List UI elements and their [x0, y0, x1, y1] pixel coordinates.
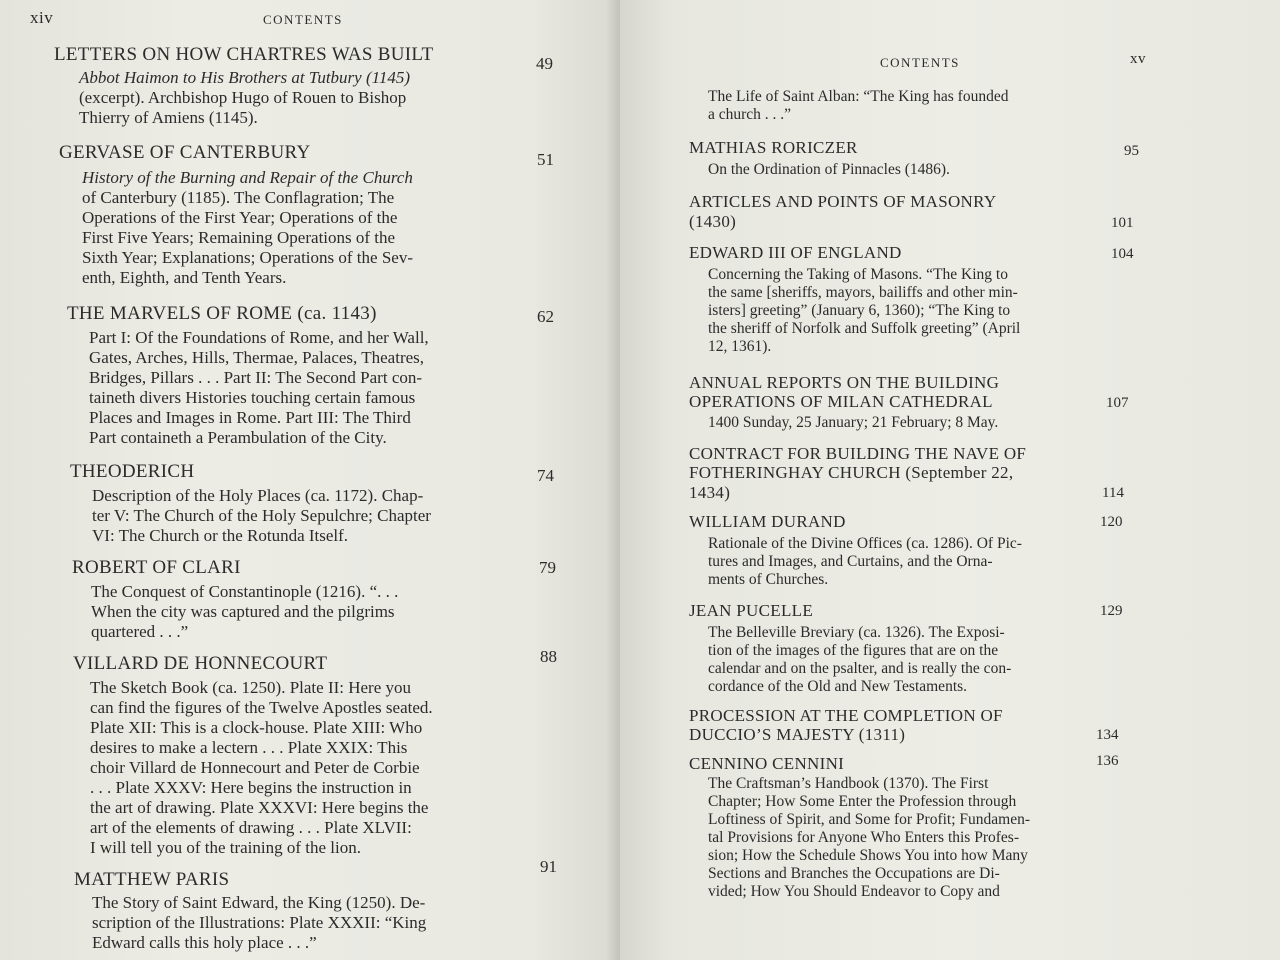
entry-heading: JEAN PUCELLE	[689, 601, 814, 620]
desc-line: tal Provisions for Anyone Who Enters this Profes-	[708, 829, 1019, 846]
desc-line: the same [sheriffs, mayors, bailiffs and other min-	[708, 284, 1018, 301]
desc-line: Rationale of the Divine Offices (ca. 1286). Of Pic-	[708, 535, 1022, 552]
entry-heading: PROCESSION AT THE COMPLETION OF	[689, 706, 1003, 725]
entry-description	[708, 88, 1008, 124]
desc-line: Loftiness of Spirit, and Some for Profit; Fundamen-	[708, 811, 1031, 828]
entry-description	[82, 168, 413, 288]
desc-line: ments of Churches.	[708, 571, 829, 588]
running-head: CONTENTS	[263, 12, 343, 27]
desc-line: First Five Years; Remaining Operations of the	[82, 228, 396, 247]
entry-description	[79, 68, 410, 128]
desc-line: Sections and Branches the Occupations are Di-	[708, 865, 1000, 882]
desc-line: of Canterbury (1185). The Conflagration; The	[82, 188, 395, 207]
entry-page-number: 101	[1111, 215, 1134, 231]
desc-line: art of the elements of drawing . . . Plate XLVII:	[90, 818, 412, 837]
desc-line: 1400 Sunday, 25 January; 21 February; 8 May.	[708, 414, 999, 431]
entry-page-number: 134	[1096, 727, 1119, 743]
entry-description	[708, 535, 1022, 589]
desc-line: The Belleville Breviary (ca. 1326). The Exposi-	[708, 624, 1005, 641]
desc-line: Chapter; How Some Enter the Profession through	[708, 793, 1017, 810]
entry-heading: ROBERT OF CLARI	[72, 557, 241, 578]
entry-heading: CENNINO CENNINI	[689, 754, 845, 773]
desc-line: Part containeth a Perambulation of the City.	[89, 428, 387, 447]
desc-line: (excerpt). Archbishop Hugo of Rouen to Bishop	[79, 88, 407, 107]
desc-line: The Sketch Book (ca. 1250). Plate II: Here you	[90, 678, 412, 697]
desc-line: taineth divers Histories touching certain famous	[89, 388, 416, 407]
desc-line: enth, Eighth, and Tenth Years.	[82, 268, 287, 287]
desc-line: Bridges, Pillars . . . Part II: The Second Part con-	[89, 368, 423, 387]
entry-page-number: 91	[540, 857, 557, 876]
entry-heading: (1430)	[689, 212, 737, 231]
entry-heading: EDWARD III OF ENGLAND	[689, 243, 902, 262]
entry-heading: ARTICLES AND POINTS OF MASONRY	[689, 192, 997, 211]
entry-heading: FOTHERINGHAY CHURCH (September 22,	[689, 463, 1014, 482]
desc-line: cordance of the Old and New Testaments.	[708, 678, 968, 695]
entry-description	[91, 582, 398, 642]
entry-page-number: 88	[540, 647, 557, 666]
entry-description	[708, 414, 998, 432]
entry-page-number: 79	[539, 558, 556, 577]
entry-heading: MATTHEW PARIS	[74, 869, 230, 890]
desc-line: The Conquest of Constantinople (1216). “. . .	[91, 582, 399, 601]
desc-line: Places and Images in Rome. Part III: The Third	[89, 408, 411, 427]
entry-heading: MATHIAS RORICZER	[689, 138, 858, 157]
desc-line: isters] greeting” (January 6, 1360); “The King to	[708, 302, 1011, 319]
entry-description	[90, 678, 433, 858]
entry-heading: DUCCIO’S MAJESTY (1311)	[689, 725, 906, 744]
desc-line: History of the Burning and Repair of the Church	[82, 168, 413, 187]
left-page	[0, 0, 620, 960]
entry-description	[92, 893, 426, 953]
desc-line: 12, 1361).	[708, 338, 772, 355]
desc-line: Thierry of Amiens (1145).	[79, 108, 258, 127]
desc-line: a church . . .”	[708, 106, 792, 123]
desc-line: calendar and on the psalter, and is really the con-	[708, 660, 1012, 677]
entry-page-number: 95	[1124, 143, 1139, 159]
desc-line: the art of drawing. Plate XXXVI: Here begins the	[90, 798, 429, 817]
entry-page-number: 74	[537, 466, 554, 485]
entry-heading: ANNUAL REPORTS ON THE BUILDING	[689, 373, 1000, 392]
desc-line: Sixth Year; Explanations; Operations of the Sev-	[82, 248, 413, 267]
entry-heading: OPERATIONS OF MILAN CATHEDRAL	[689, 392, 993, 411]
entry-page-number: 129	[1100, 603, 1123, 619]
desc-line: On the Ordination of Pinnacles (1486).	[708, 161, 950, 178]
page-folio: xiv	[30, 8, 54, 27]
desc-line: Abbot Haimon to His Brothers at Tutbury (1145)	[79, 68, 411, 87]
desc-line: I will tell you of the training of the lion.	[90, 838, 362, 857]
entry-description	[708, 161, 950, 179]
desc-line: Concerning the Taking of Masons. “The King to	[708, 266, 1008, 283]
entry-heading: THE MARVELS OF ROME (ca. 1143)	[67, 303, 377, 324]
desc-line: The Story of Saint Edward, the King (1250). De-	[92, 893, 426, 912]
entry-page-number: 49	[536, 54, 553, 73]
desc-line: quartered . . .”	[91, 622, 189, 641]
entry-page-number: 104	[1111, 246, 1134, 262]
desc-line: Description of the Holy Places (ca. 1172). Chap-	[92, 486, 424, 505]
entry-heading: LETTERS ON HOW CHARTRES WAS BUILT	[54, 44, 434, 65]
desc-line: . . . Plate XXXV: Here begins the instruction in	[90, 778, 412, 797]
entry-heading: 1434)	[689, 483, 731, 502]
desc-line: Gates, Arches, Hills, Thermae, Palaces, Theatres,	[89, 348, 425, 367]
desc-line: Plate XII: This is a clock-house. Plate XIII: Who	[90, 718, 423, 737]
entry-heading: CONTRACT FOR BUILDING THE NAVE OF	[689, 444, 1027, 463]
desc-line: The Life of Saint Alban: “The King has founded	[708, 88, 1009, 105]
desc-line: scription of the Illustrations: Plate XXXII: “King	[92, 913, 427, 932]
running-head: CONTENTS	[880, 55, 960, 70]
desc-line: sion; How the Schedule Shows You into how Many	[708, 847, 1028, 864]
entry-description	[708, 624, 1011, 696]
desc-line: choir Villard de Honnecourt and Peter de Corbie	[90, 758, 420, 777]
desc-line: can find the figures of the Twelve Apostles seated.	[90, 698, 433, 717]
desc-line: tures and Images, and Curtains, and the Orna-	[708, 553, 993, 570]
desc-line: the sheriff of Norfolk and Suffolk greeting” (April	[708, 320, 1021, 337]
desc-line: Part I: Of the Foundations of Rome, and her Wall,	[89, 328, 429, 347]
desc-line: ter V: The Church of the Holy Sepulchre; Chapter	[92, 506, 431, 525]
desc-line: When the city was captured and the pilgrims	[91, 602, 395, 621]
entry-heading: WILLIAM DURAND	[689, 512, 846, 531]
entry-page-number: 120	[1100, 514, 1123, 530]
desc-line: tion of the images of the figures that are on the	[708, 642, 999, 659]
entry-description	[708, 775, 1030, 901]
desc-line: The Craftsman’s Handbook (1370). The First	[708, 775, 989, 792]
desc-line: vided; How You Should Endeavor to Copy and	[708, 883, 1000, 900]
entry-heading: THEODERICH	[70, 461, 195, 482]
entry-heading: GERVASE OF CANTERBURY	[59, 142, 311, 163]
right-page	[620, 0, 1280, 960]
desc-line: Operations of the First Year; Operations of the	[82, 208, 398, 227]
entry-description	[92, 486, 431, 546]
entry-page-number: 62	[537, 307, 554, 326]
page-folio: xv	[1130, 51, 1146, 67]
entry-page-number: 114	[1102, 485, 1124, 501]
desc-line: Edward calls this holy place . . .”	[92, 933, 317, 952]
entry-description	[89, 328, 429, 448]
desc-line: desires to make a lectern . . . Plate XXIX: This	[90, 738, 408, 757]
entry-heading: VILLARD DE HONNECOURT	[73, 653, 328, 674]
entry-page-number: 136	[1096, 753, 1119, 769]
entry-description	[708, 266, 1020, 356]
entry-page-number: 51	[537, 150, 554, 169]
entry-page-number: 107	[1106, 395, 1129, 411]
desc-line: VI: The Church or the Rotunda Itself.	[92, 526, 349, 545]
